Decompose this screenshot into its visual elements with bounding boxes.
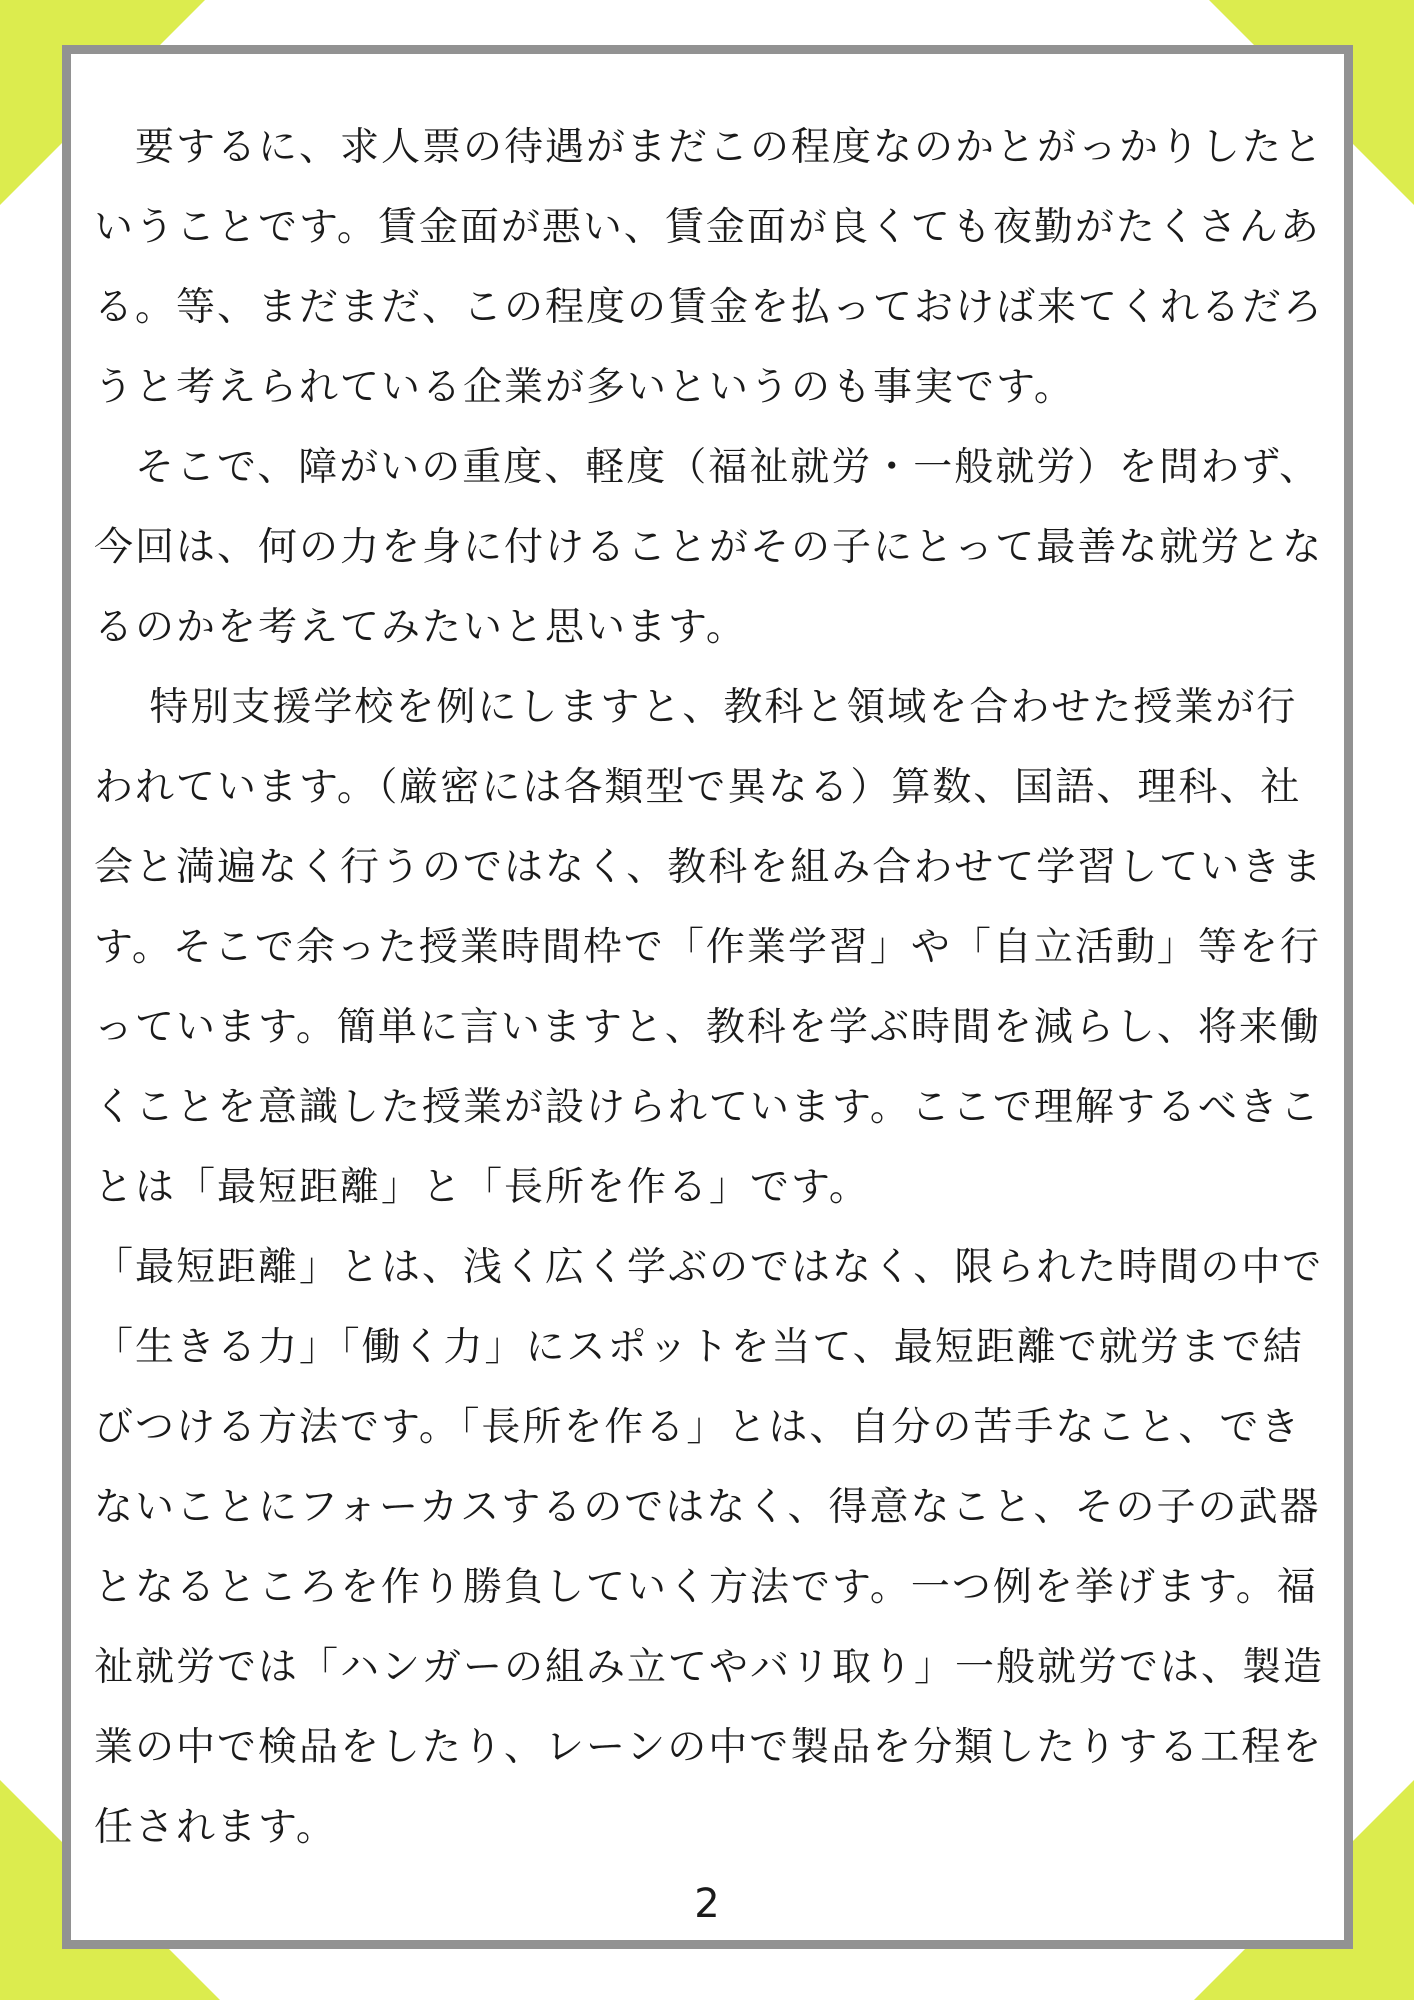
paragraph: 「最短距離」とは、浅く広く学ぶのではなく、限られた時間の中で「生きる力」「働く力」にスポットを当て、最短距離で就労まで結びつける方法です。「長所を作る」とは、自分の苦手なこと、できないことにフォーカスするのではなく、得意なこと、その子の武器となるところを作り勝負していく方法です。一つ例を挙げます。福祉就労では「ハンガーの組み立てやバリ取り」一般就労では、製造業の中で検品をしたり、レーンの中で製品を分類したりする工程を任されます。 (94, 1245, 1325, 1850)
paragraph: 要するに、求人票の待遇がまだこの程度なのかとがっかりしたということです。賃金面が悪い、賃金面が良くても夜勤がたくさんある。等、まだまだ、この程度の賃金を払っておけば来てくれるだろうと考えられている企業が多いというのも事実です。 (94, 125, 1325, 410)
paragraph: そこで、障がいの重度、軽度（福祉就労・一般就労）を問わず、今回は、何の力を身に付けることがその子にとって最善な就労となるのかを考えてみたいと思います。 (94, 445, 1324, 650)
document-body (94, 108, 1334, 1868)
page-number: 2 (694, 1881, 720, 1927)
paragraph: 特別支援学校を例にしますと、教科と領域を合わせた授業が行われています。（厳密には各類型で異なる）算数、国語、理科、社会と満遍なく行うのではなく、教科を組み合わせて学習していきます。そこで余った授業時間枠で「作業学習」や「自立活動」等を行っています。簡単に言いますと、教科を学ぶ時間を減らし、将来働くことを意識した授業が設けられています。ここで理解するべきことは「最短距離」と「長所を作る」です。 (94, 685, 1324, 1210)
